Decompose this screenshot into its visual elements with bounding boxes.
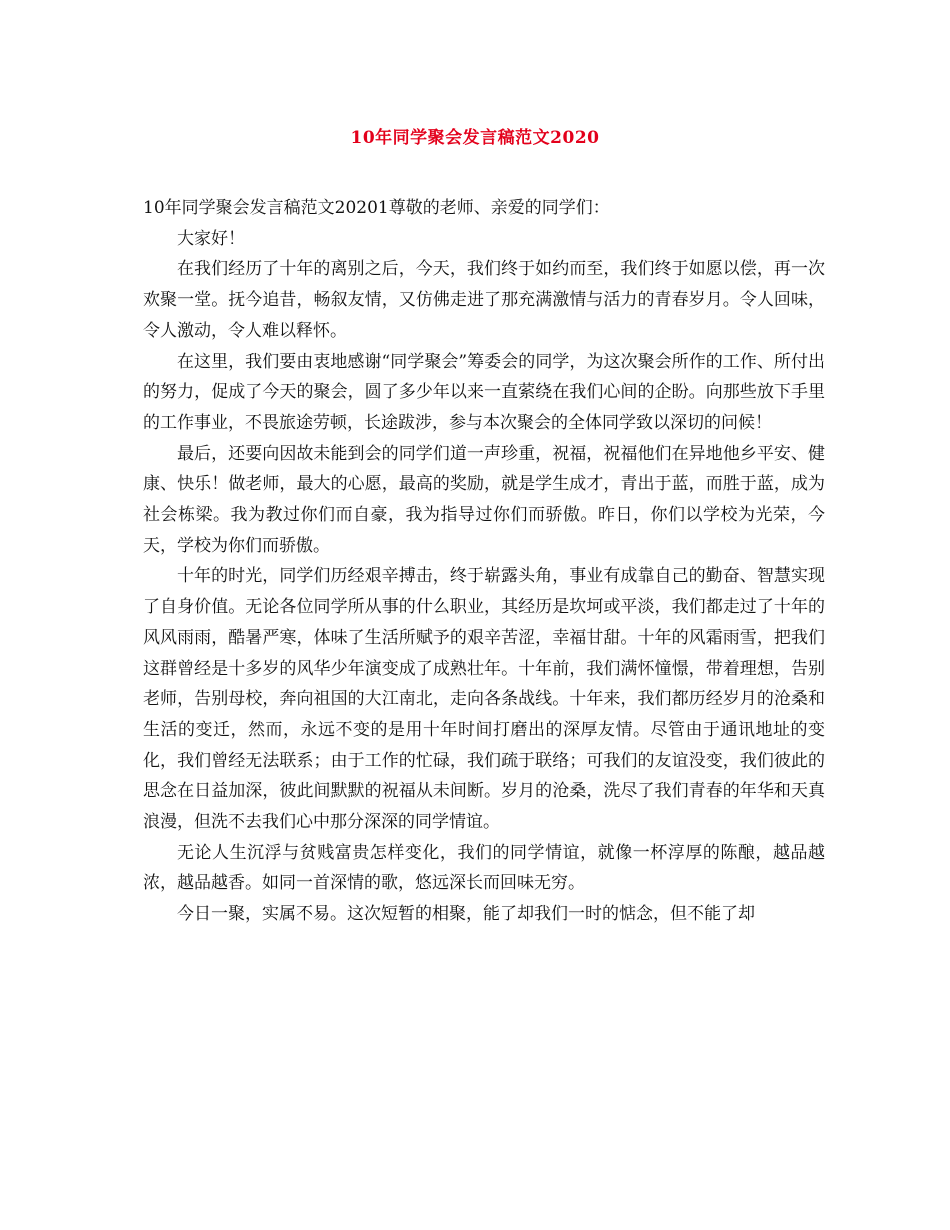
paragraph-ten-years: 十年的时光，同学们历经艰辛搏击，终于崭露头角，事业有成靠自己的勤奋、智慧实现了自身价值。无论各位同学所从事的什么职业，其经历是坎坷或平淡，我们都走过了十年的风风雨雨，酷暑严寒，体味了生活所赋予的艰辛苦涩，幸福甘甜。十年的风霜雨雪，把我们这群曾经是十多岁的风华少年演变成了成熟壮年。十年前，我们满怀憧憬，带着理想，告别老师，告别母校，奔向祖国的大江南北，走向各条战线。十年来，我们都历经岁月的沧桑和生活的变迁，然而，永远不变的是用十年时间打磨出的深厚友情。尽管由于通讯地址的变化，我们曾经无法联系；由于工作的忙碌，我们疏于联络；可我们的友谊没变，我们彼此的思念在日益加深，彼此间默默的祝福从未间断。岁月的沧桑，洗尽了我们青春的年华和天真浪漫，但洗不去我们心中那分深深的同学情谊。	[143, 566, 825, 833]
document-title: 10年同学聚会发言稿范文2020	[350, 128, 600, 148]
paragraph-blessing: 最后，还要向因故未能到会的同学们道一声珍重，祝福，祝福他们在异地他乡平安、健康、快乐！做老师，最大的心愿，最高的奖励，就是学生成才，青出于蓝，而胜于蓝，成为社会栋梁。我为教过你们而自豪，我为指导过你们而骄傲。昨日，你们以学校为光荣，今天，学校为你们而骄傲。	[143, 443, 825, 556]
paragraph-reunion: 在我们经历了十年的离别之后，今天，我们终于如约而至，我们终于如愿以偿，再一次欢聚一堂。抚今追昔，畅叙友情，又仿佛走进了那充满激情与活力的青春岁月。令人回味，令人激动，令人难以释怀。	[143, 259, 825, 341]
paragraph-friendship: 无论人生沉浮与贫贱富贵怎样变化，我们的同学情谊，就像一杯淳厚的陈酿，越品越浓，越品越香。如同一首深情的歌，悠远深长而回味无穷。	[143, 842, 825, 894]
intro-line: 10年同学聚会发言稿范文20201尊敬的老师、亲爱的同学们：	[143, 198, 610, 218]
paragraph-greeting: 大家好！	[177, 228, 245, 249]
paragraph-thanks: 在这里，我们要由衷地感谢“同学聚会”筹委会的同学，为这次聚会所作的工作、所付出的努力，促成了今天的聚会，圆了多少年以来一直萦绕在我们心间的企盼。向那些放下手里的工作事业，不畏旅途劳顿，长途跋涉，参与本次聚会的全体同学致以深切的问候！	[143, 351, 825, 433]
document-body	[143, 193, 825, 930]
paragraph-gathering: 今日一聚，实属不易。这次短暂的相聚，能了却我们一时的惦念，但不能了却	[177, 904, 755, 925]
